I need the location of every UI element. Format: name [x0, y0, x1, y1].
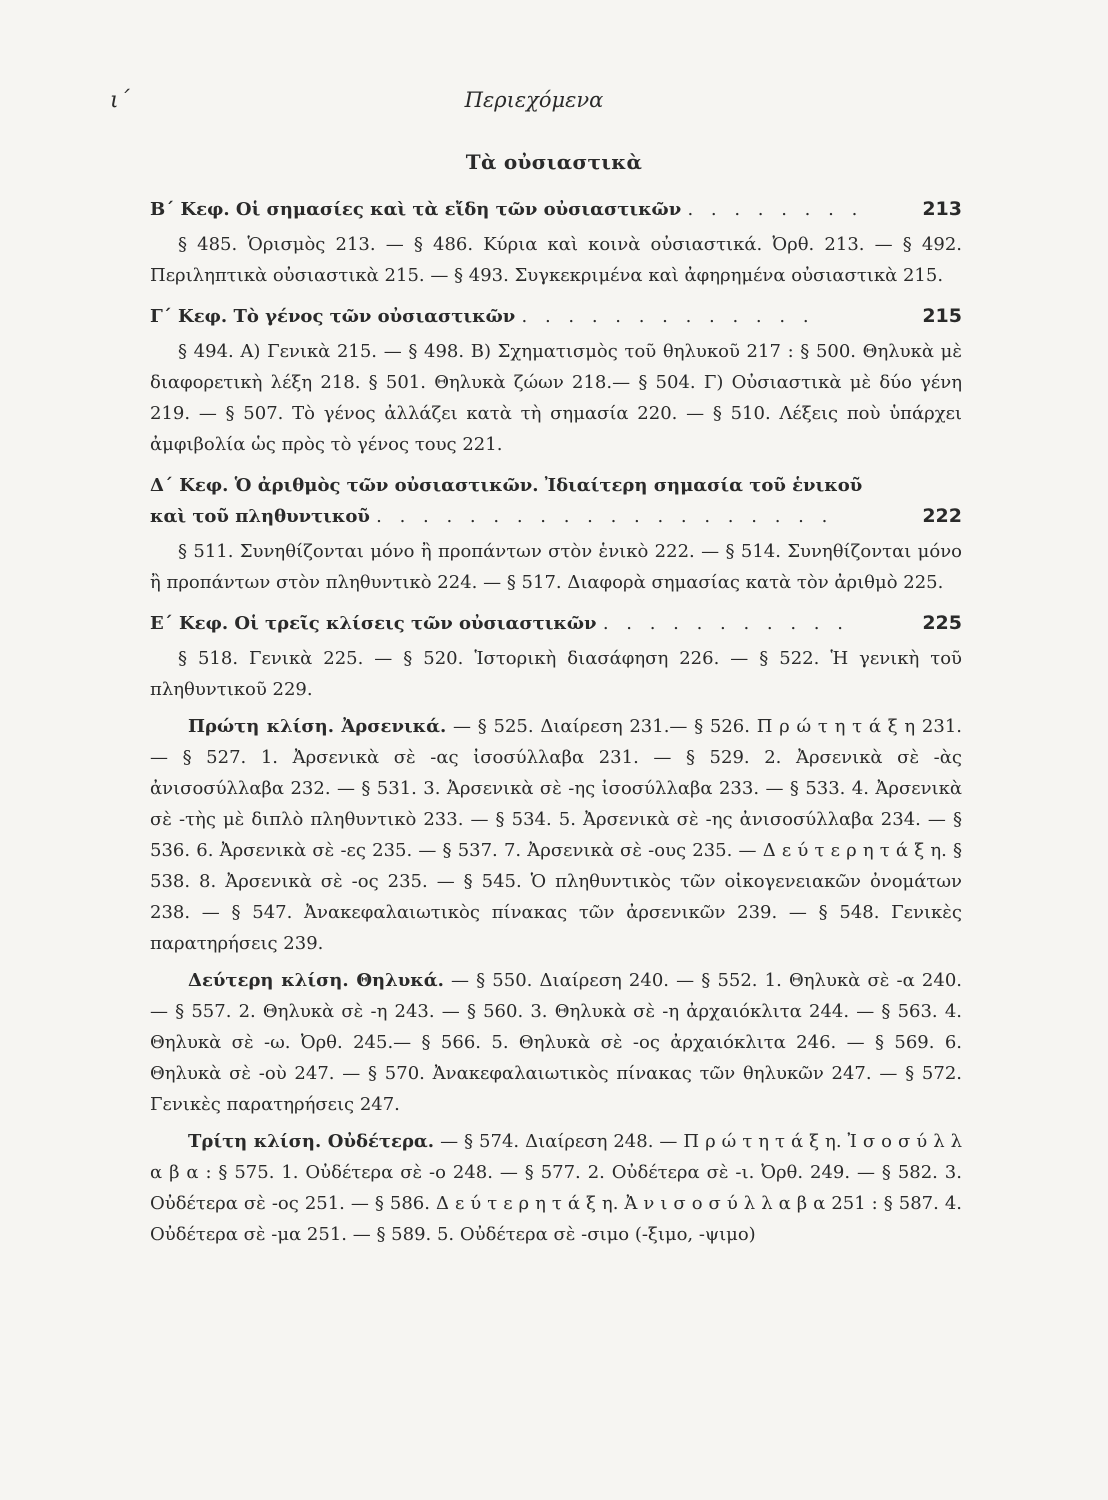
- page-number: ι΄: [110, 88, 130, 113]
- chapter-entries: § 494. Α) Γενικὰ 215. — § 498. Β) Σχηματισμὸς τοῦ θηλυκοῦ 217 : § 500. Θηλυκὰ μὲ διαφορετικὴ λέξη 218. § 501. Θηλυκὰ ζώων 218.— § 504. Γ) Οὐσιαστικὰ μὲ δύο γένη 219. — § 507. Τὸ γένος ἀλλάζει κατὰ τὴ σημασία 220. — § 510. Λέξεις ποὺ ὑπάρχει ἀμφιβολία ὡς πρὸς τὸ γένος τους 221.: [150, 341, 962, 455]
- subsection: [150, 711, 962, 959]
- chapter-heading: [150, 470, 962, 532]
- chapter-entries: § 485. Ὁρισμὸς 213. — § 486. Κύρια καὶ κοινὰ οὐσιαστικά. Ὀρθ. 213. — § 492. Περιληπτικὰ οὐσιαστικὰ 215. — § 493. Συγκεκριμένα καὶ ἀφηρημένα οὐσιαστικὰ 215.: [150, 234, 962, 286]
- subsection-heading: Πρώτη κλίση. Ἀρσενικά.: [188, 716, 447, 737]
- chapter-page: 215: [922, 305, 962, 327]
- chapter-title: Δ΄ Κεφ. Ὁ ἀριθμὸς τῶν οὐσιαστικῶν. Ἰδιαίτερη σημασία τοῦ ἑνικοῦ: [150, 475, 863, 496]
- running-title: Περιεχόμενα: [464, 88, 604, 112]
- chapter-heading: [150, 194, 962, 225]
- subsection-entries: — § 574. Διαίρεση 248. — Π ρ ώ τ η τ ά ξ η. Ἰ σ ο σ ύ λ λ α β α : § 575. 1. Οὐδέτερα σὲ -ο 248. — § 577. 2. Οὐδέτερα σὲ -ι. Ὀρθ. 249. — § 582. 3. Οὐδέτερα σὲ -ος 251. — § 586. Δ ε ύ τ ε ρ η τ ά ξ η. Ἀ ν ι σ ο σ ύ λ λ α β α 251 : § 587. 4. Οὐδέτερα σὲ -μα 251. — § 589. 5. Οὐδέτερα σὲ -σιμο (-ξιμο, -ψιμο): [150, 1131, 963, 1245]
- chapter-entries: § 511. Συνηθίζονται μόνο ἢ προπάντων στὸν ἑνικὸ 222. — § 514. Συνηθίζονται μόνο ἢ προπάντων στὸν πληθυντικὸ 224. — § 517. Διαφορὰ σημασίας κατὰ τὸν ἀριθμὸ 225.: [150, 541, 962, 593]
- leader-dots: . . . . . . . .: [687, 199, 864, 220]
- subsection-entries: — § 525. Διαίρεση 231.— § 526. Π ρ ώ τ η τ ά ξ η 231. — § 527. 1. Ἀρσενικὰ σὲ -ας ἰσοσύλλαβα 231. — § 529. 2. Ἀρσενικὰ σὲ -ὰς ἀνισοσύλλαβα 232. — § 531. 3. Ἀρσενικὰ σὲ -ης ἰσοσύλλαβα 233. — § 533. 4. Ἀρσενικὰ σὲ -τὴς μὲ διπλὸ πληθυντικὸ 233. — § 534. 5. Ἀρσενικὰ σὲ -ης ἀνισοσύλλαβα 234. — § 536. 6. Ἀρσενικὰ σὲ -ες 235. — § 537. 7. Ἀρσενικὰ σὲ -ους 235. — Δ ε ύ τ ε ρ η τ ά ξ η. § 538. 8. Ἀρσενικὰ σὲ -ος 235. — § 545. Ὁ πληθυντικὸς τῶν οἰκογενειακῶν ὀνομάτων 238. — § 547. Ἀνακεφαλαιωτικὸς πίνακας τῶν ἀρσενικῶν 239. — § 548. Γενικὲς παρατηρήσεις 239.: [150, 716, 962, 954]
- chapter-title: Ε΄ Κεφ. Οἱ τρεῖς κλίσεις τῶν οὐσιαστικῶν: [150, 613, 597, 634]
- section-title: Τὰ οὐσιαστικὰ: [465, 150, 643, 174]
- table-of-contents: [150, 194, 962, 1250]
- chapter-heading: [150, 301, 962, 332]
- subsection-heading: Δεύτερη κλίση. Θηλυκά.: [188, 970, 444, 991]
- page-header: [110, 88, 958, 118]
- subsection-entries: — § 550. Διαίρεση 240. — § 552. 1. Θηλυκὰ σὲ -α 240. — § 557. 2. Θηλυκὰ σὲ -η 243. — § 560. 3. Θηλυκὰ σὲ -η ἀρχαιόκλιτα 244. — § 563. 4. Θηλυκὰ σὲ -ω. Ὀρθ. 245.— § 566. 5. Θηλυκὰ σὲ -ος ἀρχαιόκλιτα 246. — § 569. 6. Θηλυκὰ σὲ -οὺ 247. — § 570. Ἀνακεφαλαιωτικὸς πίνακας τῶν θηλυκῶν 247. — § 572. Γενικὲς παρατηρήσεις 247.: [150, 970, 962, 1115]
- chapter-title: Γ΄ Κεφ. Τὸ γένος τῶν οὐσιαστικῶν: [150, 306, 516, 327]
- chapter-title-continued: καὶ τοῦ πληθυντικοῦ: [150, 506, 370, 527]
- subsection-heading: Τρίτη κλίση. Οὐδέτερα.: [188, 1131, 435, 1152]
- leader-dots: . . . . . . . . . . . . .: [521, 306, 815, 327]
- chapter-page: 225: [922, 612, 962, 634]
- subsection: [150, 965, 962, 1120]
- leader-dots: . . . . . . . . . . .: [602, 613, 849, 634]
- chapter-heading: [150, 608, 962, 639]
- chapter-entries: § 518. Γενικὰ 225. — § 520. Ἱστορικὴ διασάφηση 226. — § 522. Ἡ γενικὴ τοῦ πληθυντικοῦ 229.: [150, 648, 962, 700]
- leader-dots: . . . . . . . . . . . . . . . . . . . .: [376, 506, 834, 527]
- subsection: [150, 1126, 962, 1250]
- chapter-title: Β΄ Κεφ. Οἱ σημασίες καὶ τὰ εἴδη τῶν οὐσιαστικῶν: [150, 199, 682, 220]
- chapter-page: 213: [922, 198, 962, 220]
- chapter-page: 222: [922, 505, 962, 527]
